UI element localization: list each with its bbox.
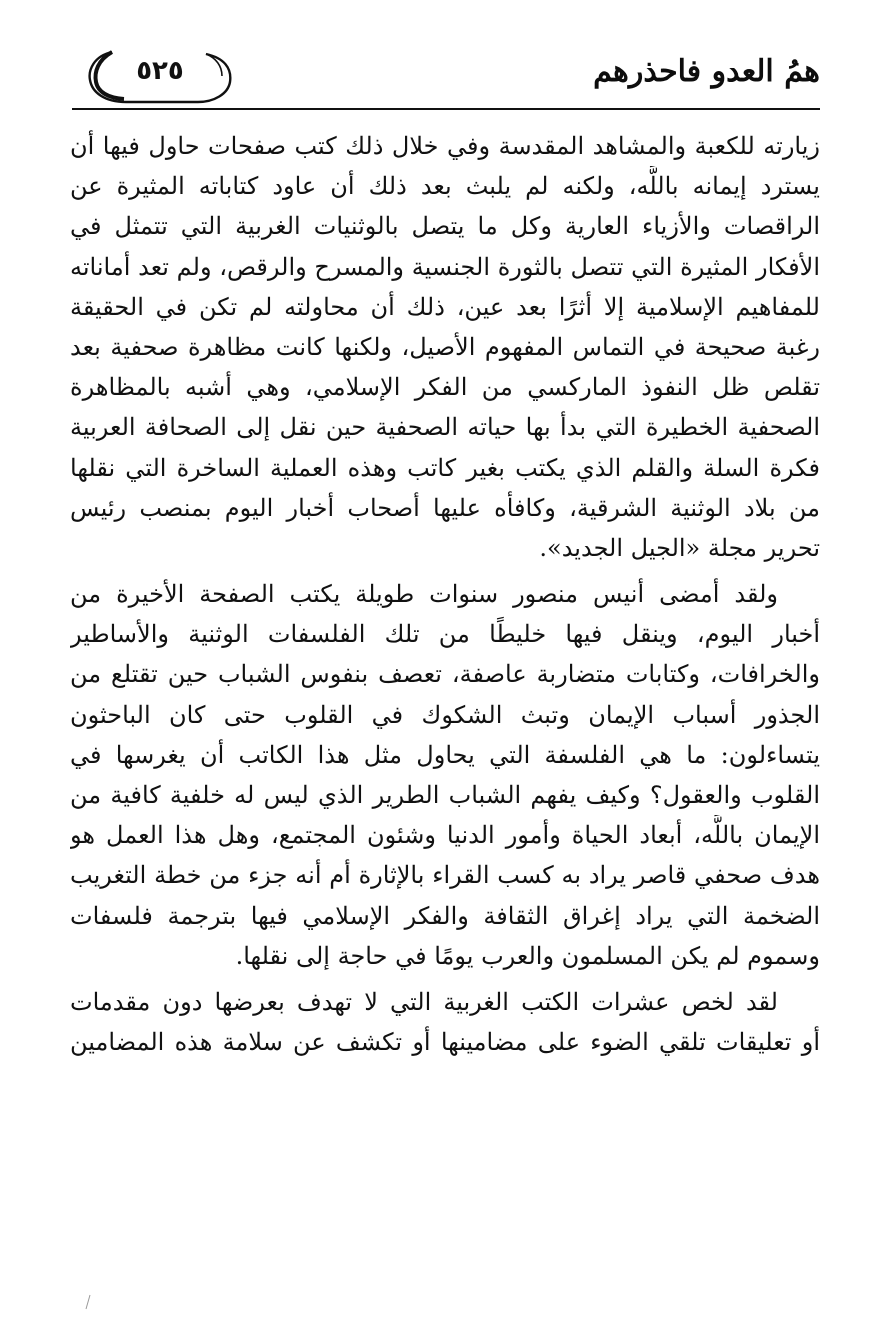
text-line: يسترد إيمانه باللَّه، ولكنه لم يلبث بعد ذلك أن عاود كتاباته المثيرة عن [70, 172, 820, 201]
text-line: الأفكار المثيرة التي تتصل بالثورة الجنسية والمسرح والرقص، ولم تعد أماناته [70, 252, 820, 281]
page-header [72, 42, 820, 114]
text-line: هدف صحفي قاصر يراد به كسب القراء بالإثارة أم أنه جزء من خطة التغريب [70, 861, 820, 890]
text-line: تحرير مجلة «الجيل الجديد». [539, 533, 820, 562]
running-title: همُ العدو فاحذرهم [593, 54, 820, 89]
text-line: من بلاد الوثنية الشرقية، وكافأه عليها أصحاب أخبار اليوم بمنصب رئيس [70, 493, 820, 522]
text-line: والخرافات، وكتابات متضاربة عاصفة، تعصف بنفوس الشباب حين تقتلع من [70, 660, 820, 689]
page-number: ٥٢٥ [136, 56, 184, 86]
text-line: للمفاهيم الإسلامية إلا أثرًا بعد عين، ذلك أن محاولته لم تكن في الحقيقة [70, 292, 820, 321]
text-line: الجذور أسباب الإيمان وتبث الشكوك في القلوب حتى كان الباحثون [70, 700, 820, 729]
body-text [70, 126, 820, 1062]
text-line: أو تعليقات تلقي الضوء على مضامينها أو تكشف عن سلامة هذه المضامين [70, 1028, 820, 1057]
text-line: الصحفية الخطيرة التي بدأ بها حياته الصحفية حين نقل إلى الصحافة العربية [70, 413, 820, 442]
text-line: لقد لخص عشرات الكتب الغربية التي لا تهدف بعرضها دون مقدمات [70, 987, 778, 1016]
text-line: ولقد أمضى أنيس منصور سنوات طويلة يكتب الصفحة الأخيرة من [70, 580, 778, 609]
page-number-ornament [86, 46, 234, 106]
text-line: فكرة السلة والقلم الذي يكتب بغير كاتب وهذه العملية الساخرة التي نقلها [70, 453, 820, 482]
header-rule [72, 108, 820, 110]
text-line: أخبار اليوم، وينقل فيها خليطًا من تلك الفلسفات الوثنية والأساطير [70, 620, 820, 649]
text-line: الراقصات والأزياء العارية وكل ما يتصل بالوثنيات الغربية التي تتمثل في [70, 212, 820, 241]
stray-mark-icon [84, 1294, 92, 1310]
text-line: تقلص ظل النفوذ الماركسي من الفكر الإسلامي، وهي أشبه بالمظاهرة [70, 373, 820, 402]
text-line: الإيمان باللَّه، أبعاد الحياة وأمور الدنيا وشئون المجتمع، وهل هذا العمل هو [70, 821, 820, 850]
text-line: القلوب والعقول؟ وكيف يفهم الشباب الطرير الذي ليس له خلفية كافية من [70, 781, 820, 809]
text-line: وسموم لم يكن المسلمون والعرب يومًا في حاجة إلى نقلها. [235, 941, 820, 970]
text-line: زيارته للكعبة والمشاهد المقدسة وفي خلال ذلك كتب صفحات حاول فيها أن [70, 132, 820, 160]
text-line: يتساءلون: ما هي الفلسفة التي يحاول مثل هذا الكاتب أن يغرسها في [70, 740, 820, 769]
text-line: رغبة صحيحة في التماس المفهوم الأصيل، ولكنها كانت مظاهرة صحفية بعد [70, 332, 820, 361]
text-line: الضخمة التي يراد إغراق الثقافة والفكر الإسلامي فيها بترجمة فلسفات [70, 901, 820, 930]
